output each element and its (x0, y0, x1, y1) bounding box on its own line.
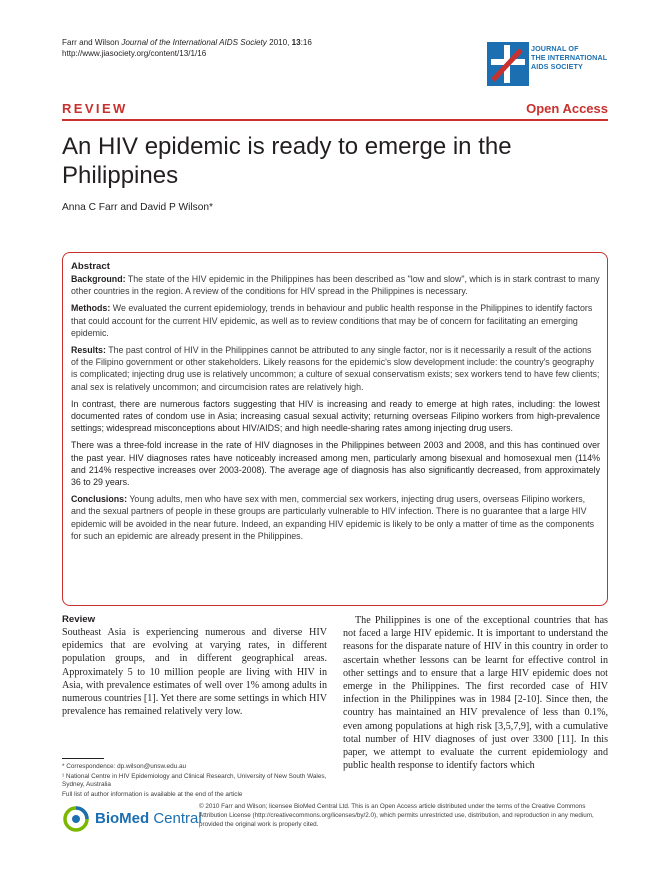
correspondence-note: * Correspondence: dp.wilson@unsw.edu.au (62, 763, 187, 770)
article-type-label: REVIEW (62, 101, 128, 116)
body-column-right (343, 614, 608, 772)
abstract-results-contrast: In contrast, there are numerous factors suggesting that HIV is increasing and ready to emerge at high rates, including: the lowest documented rates of condom use in Asia; increasing casual sexual activity; returning overseas Filipino workers from high-prevalence settings; widespread misconceptions about HIV/AIDS; and high needle-sharing rates among injecting drug users. (71, 398, 600, 434)
open-access-label: Open Access (526, 101, 608, 116)
footnotes (62, 763, 330, 800)
volume: 13 (291, 38, 301, 47)
biomed-central-swirl-icon (62, 805, 90, 833)
journal-logo (487, 42, 607, 86)
jias-ribbon-icon (487, 42, 529, 86)
body-column-left (62, 614, 327, 718)
article-authors: Anna C Farr and David P Wilson* (62, 202, 213, 213)
abstract-results: Results: The past control of HIV in the Philippines cannot be attributed to any single factor, nor is it necessarily a result of the actions of the Filipino government or other stakeholders. Likely reasons for the epidemic's slow development include: the country's geography is complicated; injecting drug use is relatively uncommon; a culture of sexual conservatism exists; sex workers tend to have few clients; anal sex is relatively uncommon; and circumcision rates are relatively high. (71, 345, 600, 392)
article-url[interactable]: http://www.jiasociety.org/content/13/1/16 (62, 49, 207, 58)
body-paragraph: Southeast Asia is experiencing numerous and diverse HIV epidemics that are evolving at varying rates, in different population groups, and in different geographical areas. Approximately 5 to 10 million people are living with HIV in Asia, with prevalence estimates of well over 1% among adults in numerous countries [1]. Yet there are some settings in which HIV prevalence has remained relatively very low. (62, 627, 327, 718)
biomed-central-logo (62, 805, 202, 833)
footnote-divider (62, 758, 104, 759)
abstract-methods: Methods: We evaluated the current epidemiology, trends in behaviour and public health response in the Philippines to identify factors that could account for the current HIV epidemic, as well as to review conditions that may be of concern for facilitating an emerging epidemic. (71, 303, 593, 338)
journal-logo-text: JOURNAL OF THE INTERNATIONAL AIDS SOCIETY (531, 44, 608, 71)
abstract-conclusions: Conclusions: Young adults, men who have sex with men, commercial sex workers, injecting drug users, overseas Filipino workers, and the sexual partners of people in these groups are particularly vulnerable to HIV infection. There is no guarantee that a large HIV epidemic will be avoided in the near future. Indeed, an expanding HIV epidemic is likely to be only a matter of time as the components for such an epidemic are already present in the Philippines. (71, 494, 595, 541)
abstract-heading: Abstract (71, 261, 110, 272)
author-info-note: Full list of author information is available at the end of the article (62, 790, 243, 798)
header-divider (62, 119, 608, 121)
affiliation-note: ¹ National Centre in HIV Epidemiology and Clinical Research, University of New South Wales, Sydney, Australia (62, 772, 327, 789)
abstract-box (62, 252, 608, 606)
article-title: An HIV epidemic is ready to emerge in the Philippines (62, 133, 512, 189)
biomed-central-wordmark: BioMed Central (95, 810, 202, 827)
running-head (62, 37, 312, 59)
citation-line: Farr and Wilson Journal of the International AIDS Society 2010, 13:16 (62, 38, 312, 47)
license-statement: © 2010 Farr and Wilson; licensee BioMed Central Ltd. This is an Open Access article distributed under the terms of the Creative Commons Attribution License (http://creativecommons.org/licenses/by/2.0), which permits unrestricted use, distribution, and reproduction in any medium, provided the original work is properly cited. (199, 803, 594, 828)
abstract-results-trends: There was a three-fold increase in the rate of HIV diagnoses in the Philippines between 2003 and 2008, and this has continued over the past year. HIV diagnoses rates have noticeably increased among men, particularly among bisexual and homosexual men (114% and 214% respective increases over 2003-2008). The average age of diagnosis has also significantly decreased, from approximately 36 to 29 years. (71, 440, 600, 488)
body-paragraph: The Philippines is one of the exceptional countries that has not faced a large HIV epidemic. It is important to understand the reasons for the disparate nature of HIV in this country in order to ascertain whether lessons can be learnt for effective control in other settings and to ensure that a large HIV epidemic does not emerge in the Philippines. The first recorded case of HIV infection in the Philippines was in 1984 [2-10]. Since then, the country has maintained an HIV prevalence of less than 0.1%, even among populations at high risk [3,5,7,9], with a cumulative total number of HIV diagnoses of just over 3300 [11]. In this paper, we attempt to evaluate the current epidemiology and public health response to identify factors which (343, 615, 608, 772)
abstract-background: Background: The state of the HIV epidemic in the Philippines has been described as "low and slow", which is in stark contrast to many other countries in the region. A review of the conditions for HIV spread in the Philippines is necessary. (71, 274, 600, 297)
section-heading-review: Review (62, 614, 96, 625)
journal-name: Journal of the International AIDS Society (121, 38, 267, 47)
